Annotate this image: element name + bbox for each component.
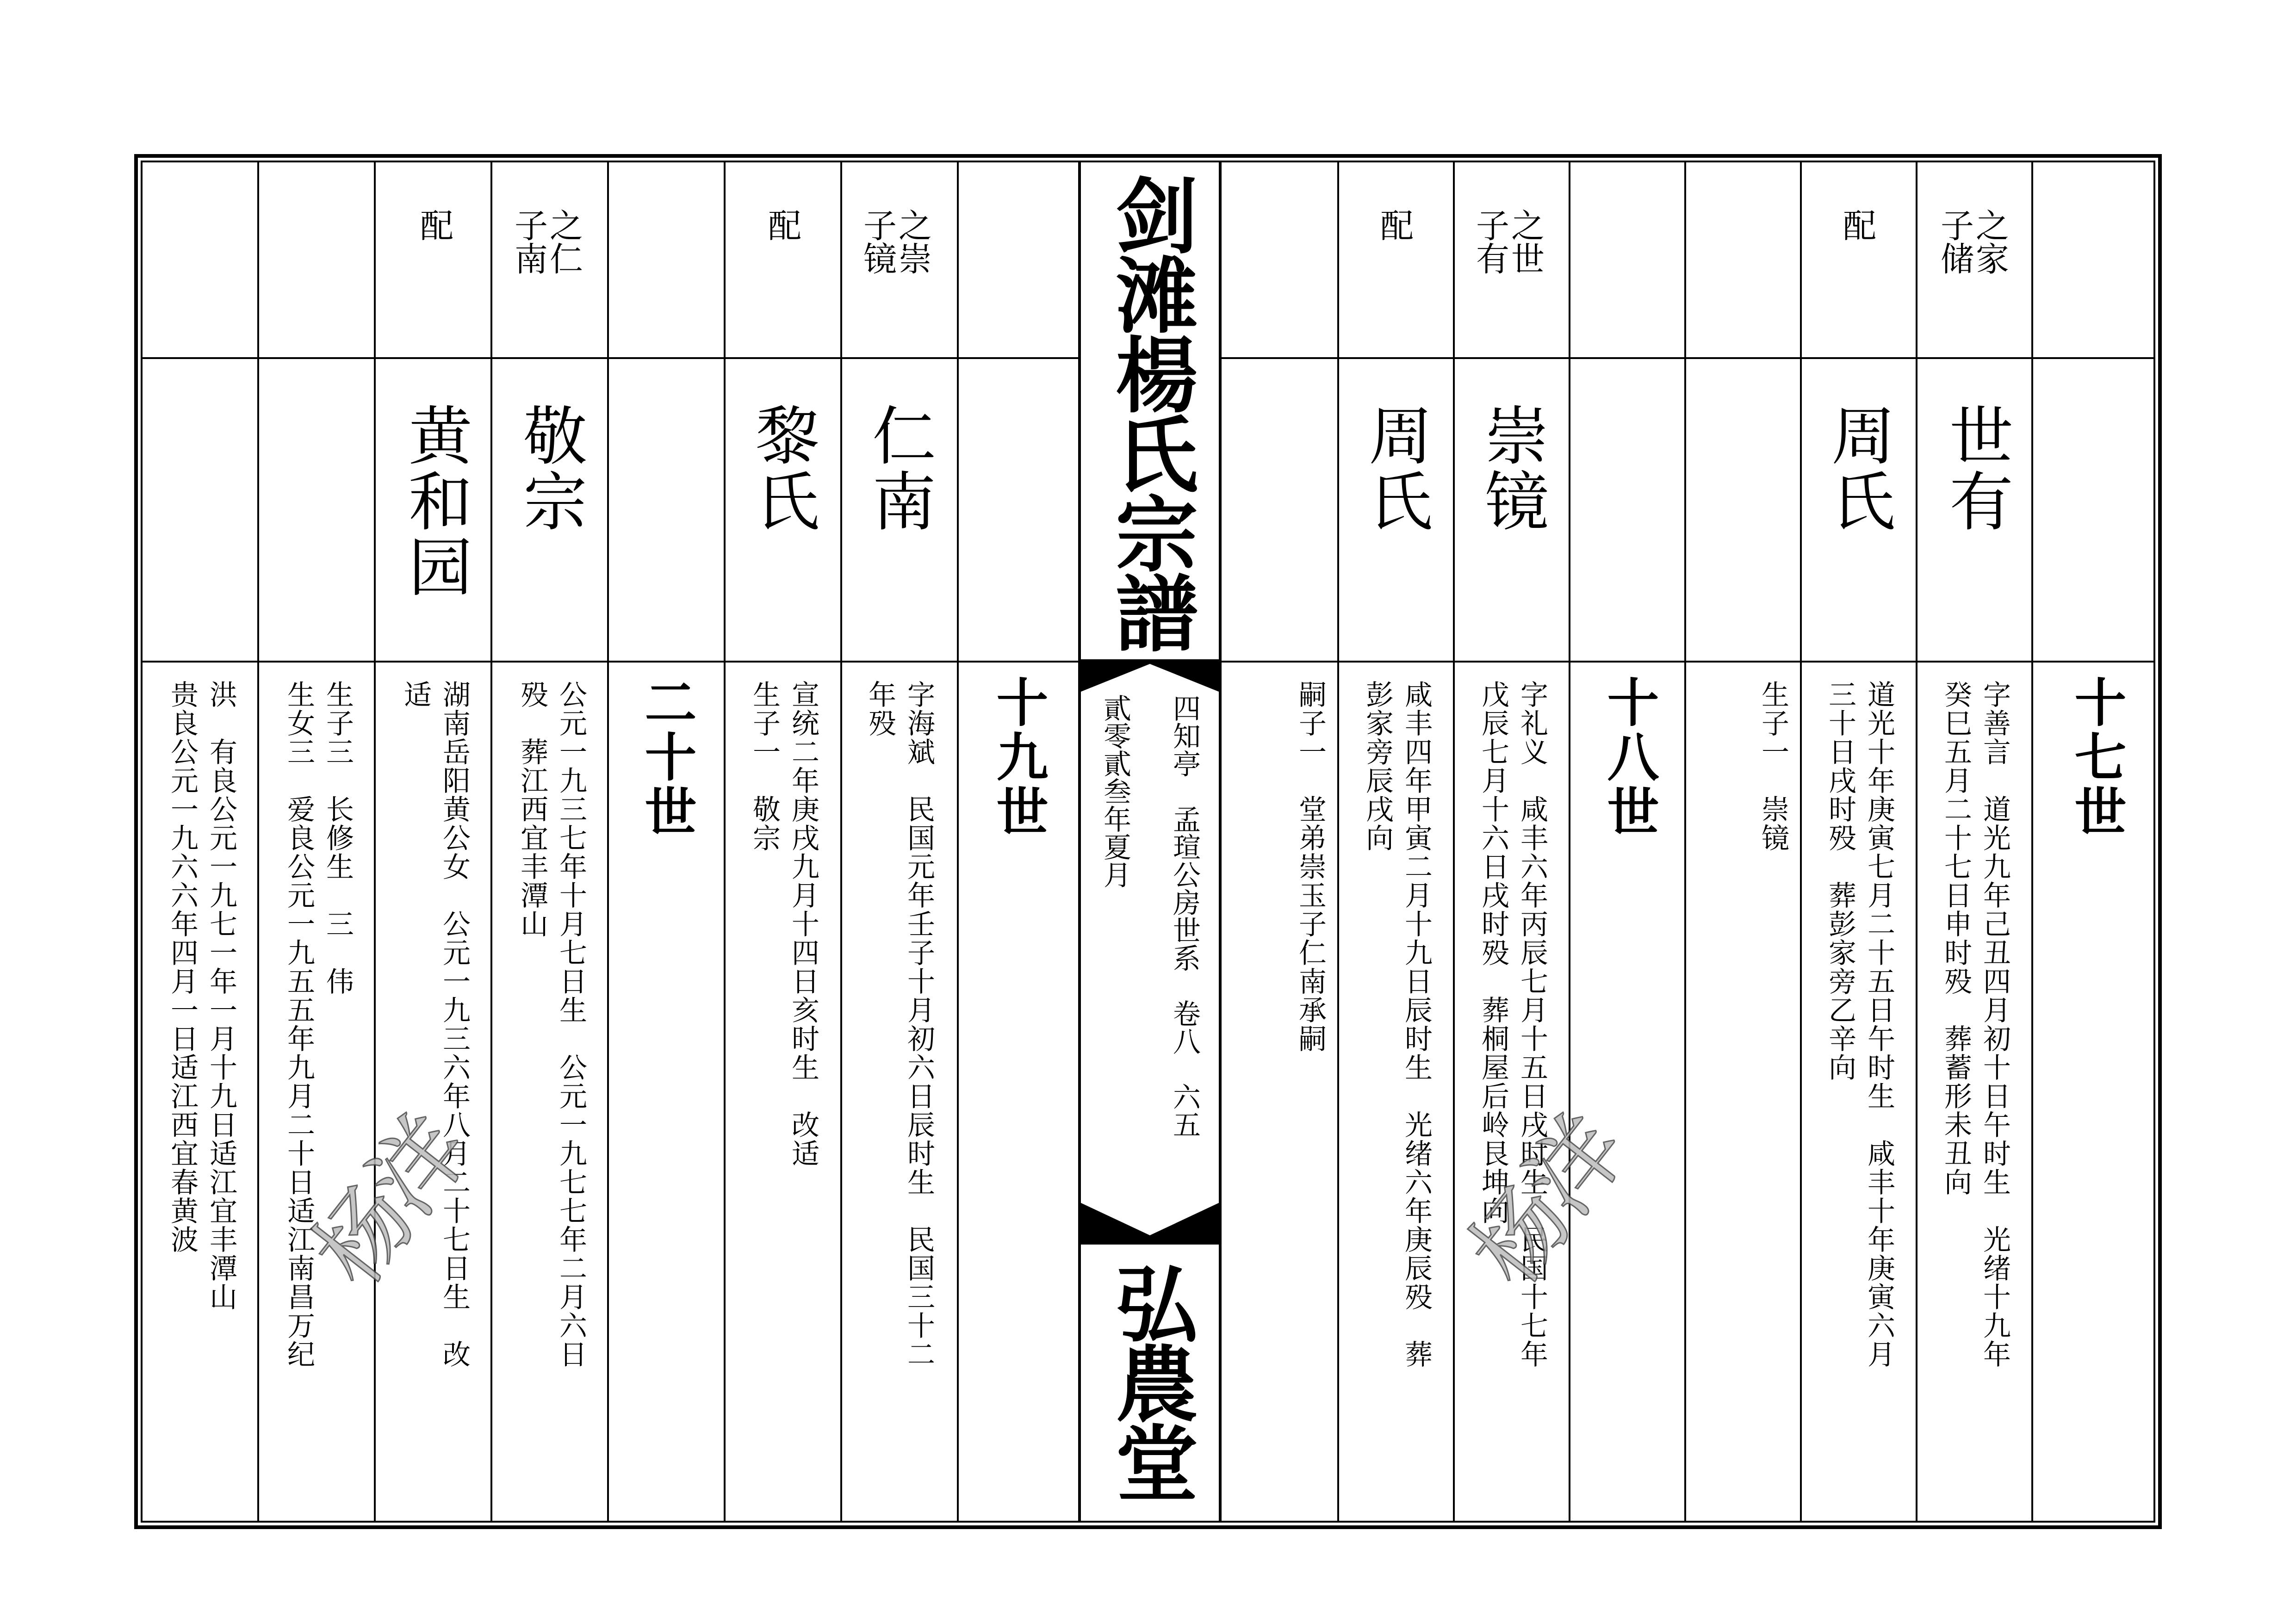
watermark-right: 杨洋 xyxy=(1450,1098,1645,1305)
column-divider xyxy=(957,162,959,1521)
column-divider xyxy=(607,162,609,1521)
shiyou-wife-relation: 配 xyxy=(1837,208,1876,242)
jingzong-children: 生子三 长修生 三 伟 生女三 爱良公元一九五五年九月二十日适江南昌万纪 xyxy=(283,680,354,1369)
column-divider xyxy=(1569,162,1570,1521)
jingzong-name: 敬宗 xyxy=(513,403,587,534)
column-divider xyxy=(1337,162,1339,1521)
shiyou-relation: 之家 子储 xyxy=(1935,208,2009,275)
shiyou-record: 字善言 道光九年己丑四月初十日午时生 光绪十九年 癸巳五月二十七日申时殁 葬蓄形未丑向 xyxy=(1940,680,2011,1369)
column-divider xyxy=(1916,162,1917,1521)
column-divider xyxy=(490,162,492,1521)
rennan-wife-record: 宣统二年庚戌九月十四日亥时生 改适 生子一 敬宗 xyxy=(748,680,819,1168)
column-divider xyxy=(840,162,842,1521)
jingzong-wife-name: 黄和园 xyxy=(398,403,472,600)
hall-name: 弘農堂 xyxy=(1102,1262,1198,1500)
generation-label-17: 十七世 xyxy=(2066,675,2127,839)
chongjing-wife-name: 周氏 xyxy=(1358,403,1433,534)
column-divider xyxy=(257,162,259,1521)
rennan-wife-name: 黎氏 xyxy=(745,403,819,534)
chongjing-wife-relation: 配 xyxy=(1375,208,1414,242)
shiyou-children: 生子一 崇镜 xyxy=(1757,680,1789,852)
name-rule-right xyxy=(1222,661,2153,663)
jingzong-record: 公元一九三七年十月七日生 公元一九七七年二月六日 殁 葬江西宜丰潭山 xyxy=(516,680,587,1369)
column-divider xyxy=(1684,162,1686,1521)
shiyou-wife-name: 周氏 xyxy=(1821,403,1895,534)
column-divider xyxy=(1800,162,1802,1521)
fish-tail-bottom-ornament xyxy=(1081,1203,1219,1245)
generation-label-18: 十八世 xyxy=(1599,675,1659,839)
rennan-name: 仁南 xyxy=(862,403,936,534)
chongjing-wife-record: 咸丰四年甲寅二月十九日辰时生 光绪六年庚辰殁 葬 彭家旁辰戌向 xyxy=(1361,680,1433,1369)
rennan-wife-relation: 配 xyxy=(763,208,801,242)
chongjing-relation: 之世 子有 xyxy=(1471,208,1545,275)
daughters-record: 洪 有良公元一九七一年一月十九日适江宜丰潭山 贵良公元一九六六年四月一日适江西宜春黄波 xyxy=(166,680,237,1311)
chongjing-heir: 嗣子一 堂弟崇玉子仁南承嗣 xyxy=(1294,680,1327,1053)
rennan-record: 字海斌 民国元年壬子十月初六日辰时生 民国三十二 年殁 xyxy=(864,680,935,1369)
name-rule-left xyxy=(143,661,1078,663)
shiyou-wife-record: 道光十年庚寅七月二十五日午时生 咸丰十年庚寅六月 三十日戌时殁 葬彭家旁乙辛向 xyxy=(1824,680,1895,1369)
generation-label-19: 十九世 xyxy=(988,675,1049,839)
jingzong-wife-relation: 配 xyxy=(415,208,453,242)
column-divider xyxy=(724,162,726,1521)
fish-tail-top-ornament xyxy=(1081,659,1219,692)
clan-title: 剑滩楊氏宗譜 xyxy=(1102,173,1198,650)
compile-date: 貳零貳叁年夏月 xyxy=(1099,694,1131,888)
header-rule-left xyxy=(143,357,1078,359)
rennan-relation: 之崇 子镜 xyxy=(858,208,932,275)
column-divider xyxy=(2031,162,2033,1521)
generation-label-20: 二十世 xyxy=(636,675,697,839)
chongjing-record: 字礼义 咸丰六年丙辰七月十五日戌时生 民国十七年 戊辰七月十六日戌时殁 葬桐屋后岭艮坤向 xyxy=(1477,680,1548,1369)
chongjing-name: 崇镜 xyxy=(1474,403,1549,534)
branch-info: 四知亭 孟瑄公房世系 卷八 六五 xyxy=(1168,694,1201,1138)
jingzong-wife-record: 湖南岳阳黄公女 公元一九三六年八月二十七日生 改 适 xyxy=(399,680,471,1369)
watermark-left: 杨洋 xyxy=(293,1098,488,1305)
column-divider xyxy=(374,162,376,1521)
shiyou-name: 世有 xyxy=(1939,403,2013,534)
jingzong-relation: 之仁 子南 xyxy=(509,208,583,275)
header-rule-right xyxy=(1222,357,2153,359)
column-divider xyxy=(1453,162,1455,1521)
